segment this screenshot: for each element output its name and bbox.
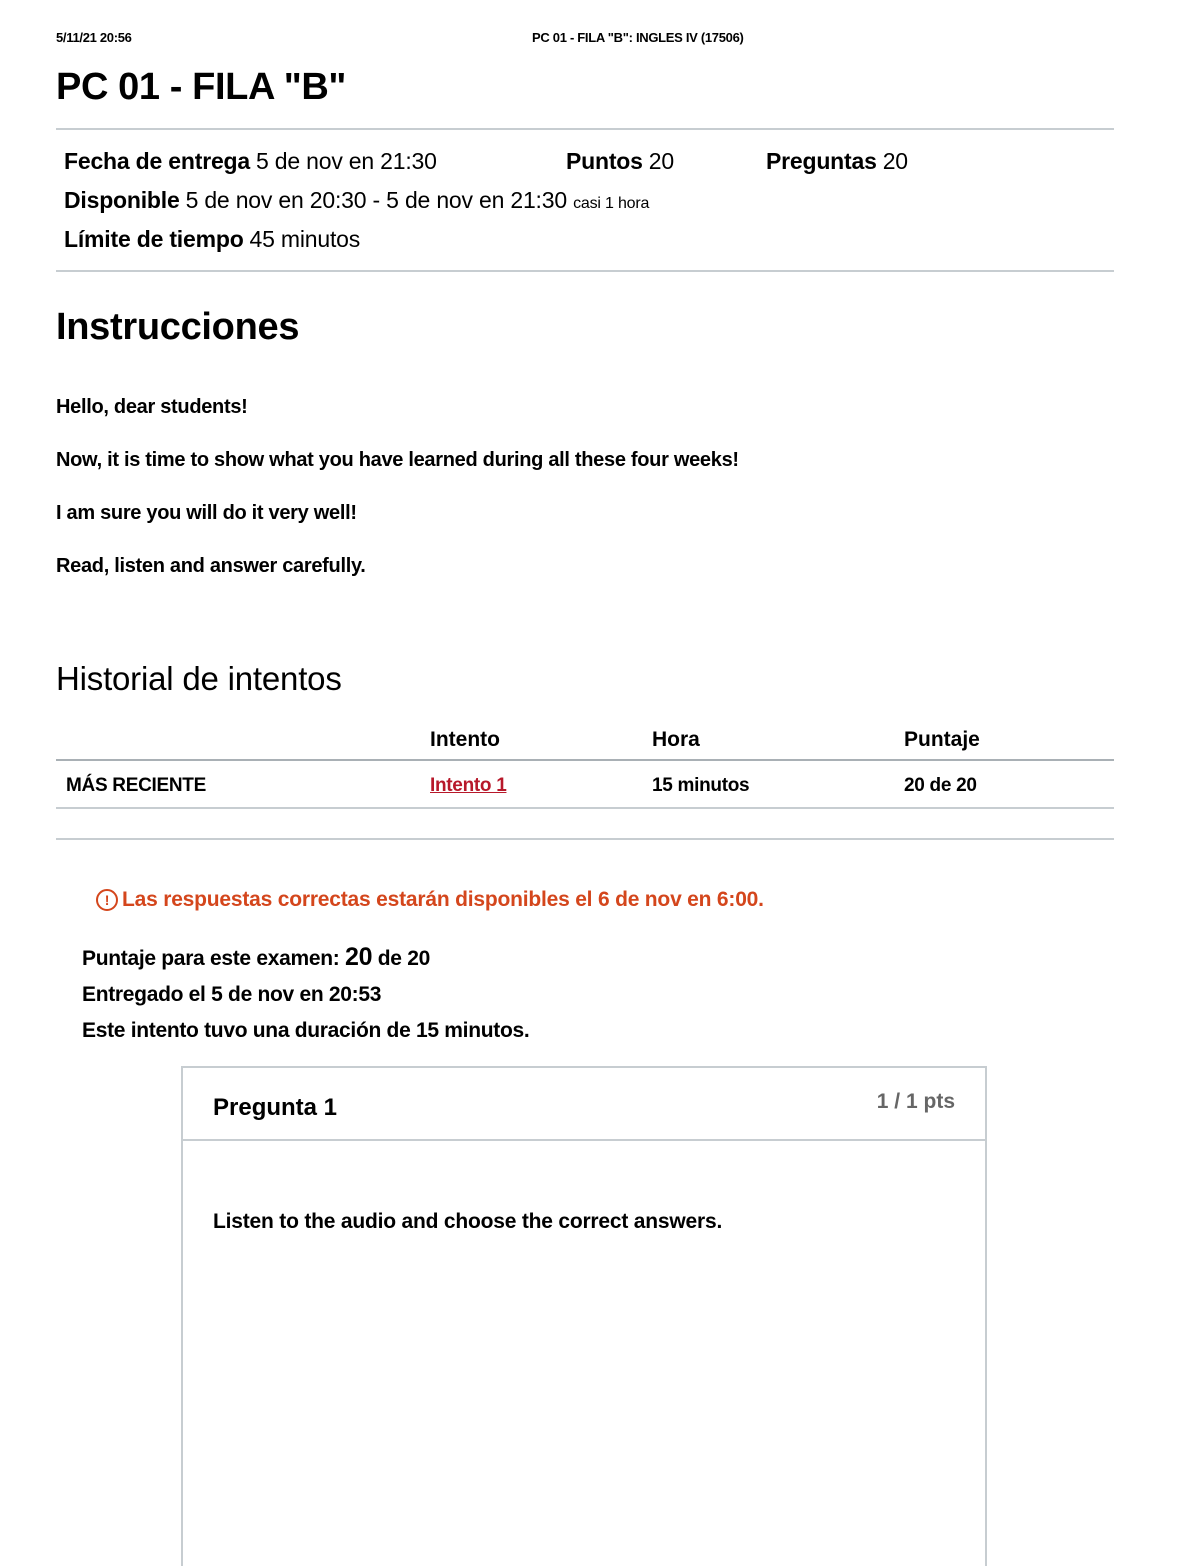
- instruction-line: I am sure you will do it very well!: [56, 502, 357, 524]
- time-limit-label: Límite de tiempo: [64, 226, 244, 252]
- score-label: Puntaje para este examen:: [82, 947, 340, 970]
- attempt-score: 20 de 20: [904, 775, 977, 796]
- available-label: Disponible: [64, 187, 180, 213]
- duration-info: Este intento tuvo una duración de 15 minutos.: [82, 1019, 530, 1042]
- question-text: Listen to the audio and choose the correct answers.: [213, 1210, 723, 1233]
- column-header-attempt: Intento: [430, 728, 500, 751]
- questions-label: Preguntas: [766, 148, 877, 174]
- attempt-link[interactable]: Intento 1: [430, 775, 507, 796]
- history-title: Historial de intentos: [56, 660, 342, 697]
- divider: [56, 128, 1114, 130]
- print-title: PC 01 - FILA "B": INGLES IV (17506): [532, 30, 744, 45]
- due-label: Fecha de entrega: [64, 148, 250, 174]
- question-title: Pregunta 1: [213, 1094, 338, 1121]
- quiz-meta-row-2: [64, 187, 649, 214]
- divider: [56, 270, 1114, 272]
- instruction-line: Now, it is time to show what you have learned during all these four weeks!: [56, 449, 739, 471]
- notice-text: Las respuestas correctas estarán disponibles el 6 de nov en 6:00.: [122, 888, 764, 911]
- score-summary: [82, 943, 430, 972]
- table-row-divider: [56, 807, 1114, 809]
- info-icon: !: [96, 889, 118, 911]
- question-header: [183, 1068, 985, 1141]
- available-value: 5 de nov en 20:30 - 5 de nov en 21:30: [185, 187, 567, 213]
- row-label: MÁS RECIENTE: [66, 775, 206, 796]
- score-value: 20: [345, 943, 373, 971]
- column-header-score: Puntaje: [904, 728, 980, 751]
- questions: [766, 148, 908, 175]
- due-value: 5 de nov en 21:30: [255, 148, 437, 174]
- instruction-line: Read, listen and answer carefully.: [56, 555, 366, 577]
- page-title: PC 01 - FILA "B": [56, 66, 347, 108]
- quiz-meta-row-3: [64, 226, 360, 253]
- submitted-info: Entregado el 5 de nov en 20:53: [82, 983, 382, 1006]
- due-date: [64, 148, 437, 174]
- points-value: 20: [648, 148, 674, 174]
- attempt-time: 15 minutos: [652, 775, 750, 796]
- available-note: casi 1 hora: [573, 195, 650, 212]
- question-points: 1 / 1 pts: [876, 1090, 955, 1113]
- column-header-time: Hora: [652, 728, 700, 751]
- questions-value: 20: [882, 148, 908, 174]
- correct-answers-notice: [96, 888, 764, 912]
- points-label: Puntos: [566, 148, 643, 174]
- question-card: [181, 1066, 987, 1566]
- score-total: de 20: [377, 947, 430, 970]
- time-limit-value: 45 minutos: [249, 226, 361, 252]
- quiz-meta-row-1: [64, 148, 908, 175]
- instruction-line: Hello, dear students!: [56, 396, 248, 418]
- print-date: 5/11/21 20:56: [56, 30, 132, 45]
- points: [566, 148, 674, 175]
- instructions-title: Instrucciones: [56, 306, 300, 348]
- attempt-history-table: [56, 722, 1114, 812]
- table-header-divider: [56, 759, 1114, 761]
- divider: [56, 838, 1114, 840]
